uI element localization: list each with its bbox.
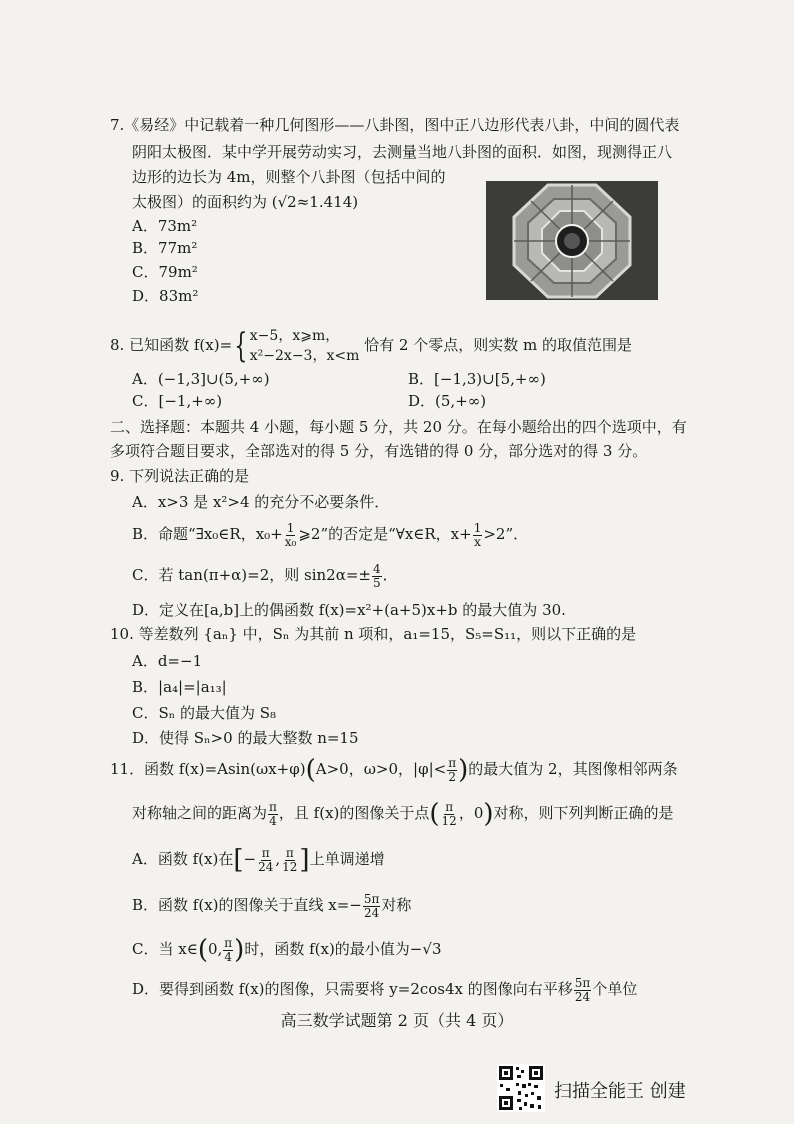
q11-frac-pi2-num: π xyxy=(448,755,457,770)
page-footer: 高三数学试题第 2 页（共 4 页） xyxy=(280,1011,514,1030)
q11-a-part1: A．函数 f(x)在 xyxy=(132,850,234,868)
q8-option-d: D．(5,+∞) xyxy=(408,392,487,410)
q10-option-b: B．|a₄|=|a₁₃| xyxy=(132,678,227,696)
q11-b-frac-num: 5π xyxy=(363,891,380,906)
q10-stem: 10. 等差数列 {aₙ} 中，Sₙ 为其前 n 项和，a₁=15，S₅=S₁₁，则以下正确的是 xyxy=(110,625,637,643)
q11-b-frac-den: 24 xyxy=(364,905,380,920)
q9-b-part2: ⩾2”的否定是“∀x∈R，x+ xyxy=(298,525,472,543)
q7-option-d: D．83m² xyxy=(132,287,199,305)
q11-frac-pi2 xyxy=(447,757,457,784)
q9-option-c xyxy=(132,560,398,590)
q9-b-frac1 xyxy=(284,522,298,549)
q9-b-frac2 xyxy=(473,522,483,549)
q8-option-c: C．[−1,+∞) xyxy=(132,392,223,410)
q11-a-frac2-num: π xyxy=(285,845,294,860)
q11-frac-pi4 xyxy=(268,801,278,828)
scanner-watermark: 扫描全能王 创建 xyxy=(554,1081,686,1102)
q11-s3: 的最大值为 2，其图像相邻两条 xyxy=(468,760,678,778)
q11-t1: 对称轴之间的距离为 xyxy=(132,804,268,822)
q11-c-lparen: ( xyxy=(197,935,208,965)
q11-t4: 对称，则下列判断正确的是 xyxy=(493,804,674,822)
q11-stem-line2 xyxy=(132,796,674,831)
q7-line1: 7.《易经》中记载着一种几何图形——八卦图，图中正八边形代表八卦，中间的圆代表 xyxy=(110,116,680,134)
q8-option-b: B．[−1,3)∪[5,+∞) xyxy=(408,370,546,388)
q11-a-frac1 xyxy=(257,847,274,874)
q11-a-rbracket: ] xyxy=(299,845,310,875)
q9-c-frac-den: 5 xyxy=(372,575,381,590)
q11-frac-pi2-den: 2 xyxy=(448,769,456,784)
q9-option-b xyxy=(132,519,528,549)
q11-lparen: ( xyxy=(305,755,316,785)
q11-b-part2: 对称 xyxy=(381,896,412,914)
q11-d-part1: D．要得到函数 f(x)的图像，只需要将 y=2cos4x 的图像向右平移 xyxy=(132,980,573,998)
q9-stem: 9. 下列说法正确的是 xyxy=(110,467,250,485)
q9-b-part3: >2”． xyxy=(483,525,529,543)
q8-case2: x²−2x−3，x<m xyxy=(249,348,360,364)
q7-option-b: B．77m² xyxy=(132,239,198,257)
q8-stem xyxy=(110,325,632,366)
q11-d-frac-num: 5π xyxy=(574,975,591,990)
bagua-octagon-illustration xyxy=(486,181,658,300)
q11-point-lparen: ( xyxy=(429,799,440,829)
q11-t2: ，且 f(x)的图像关于点 xyxy=(278,804,430,822)
q11-option-c: C．当 x∈(0, $\frac{\pi}{4}$ )时，函数 f(x)的最小值为−√3 xyxy=(132,935,442,965)
section2-line1: 二、选择题：本题共 4 小题，每小题 5 分，共 20 分。在每小题给出的四个选项中，有 xyxy=(110,418,687,436)
q8-brace: { xyxy=(234,326,248,366)
q8-case1: x−5，x⩾m， xyxy=(249,328,340,344)
q10-option-c: C．Sₙ 的最大值为 S₈ xyxy=(132,704,277,722)
q8-piecewise xyxy=(250,326,360,366)
q9-b-frac1-den: x₀ xyxy=(284,534,297,549)
q11-frac-pi4-num: π xyxy=(269,799,277,814)
q11-frac-pi12-den: 12 xyxy=(441,813,457,828)
q7-line3: 边形的边长为 4m，则整个八卦图（包括中间的 xyxy=(132,168,446,186)
q11-s1: 11．函数 f(x)=Asin(ωx+φ) xyxy=(110,760,306,778)
q9-option-a: A．x>3 是 x²>4 的充分不必要条件． xyxy=(132,493,390,511)
q11-option-d xyxy=(132,972,637,1006)
bagua-photo xyxy=(486,181,658,300)
q9-b-part1: B．命题“∃x₀∈R，x₀+ xyxy=(132,525,283,543)
q11-c-part2: 时，函数 f(x)的最小值为−√3 xyxy=(244,940,442,958)
q11-a-part2: 上单调递增 xyxy=(309,850,385,868)
q7-line4: 太极图）的面积约为 (√2≈1.414) xyxy=(132,193,359,211)
q9-option-d: D．定义在[a,b]上的偶函数 f(x)=x²+(a+5)x+b 的最大值为 30. xyxy=(132,601,566,619)
q11-b-part1: B．函数 f(x)的图像关于直线 x=− xyxy=(132,896,362,914)
q10-option-d: D．使得 Sₙ>0 的最大整数 n=15 xyxy=(132,729,359,747)
q11-frac-pi12-num: π xyxy=(445,799,454,814)
q11-d-frac-den: 24 xyxy=(574,989,591,1004)
q11-frac-pi12 xyxy=(441,801,458,828)
q11-stem-line1 xyxy=(110,752,678,787)
q11-c-frac-num: π xyxy=(224,935,233,950)
q11-c-frac xyxy=(223,937,233,964)
q11-a-lbracket: [ xyxy=(233,845,244,875)
q11-option-a: A．函数 f(x)在[− $\frac{\pi}{24}$ , $\frac{\pi}{12}$ ]上单调递增 xyxy=(132,845,385,875)
q11-b-frac xyxy=(363,893,381,920)
q11-frac-pi4-den: 4 xyxy=(269,813,277,828)
q9-c-frac-num: 4 xyxy=(372,561,381,576)
q11-t3: ，0 xyxy=(458,804,484,822)
q11-option-b xyxy=(132,888,411,922)
qr-code-icon xyxy=(497,1064,545,1112)
q11-c-rparen: ) xyxy=(234,935,245,965)
q10-option-a: A．d=−1 xyxy=(132,652,203,670)
q11-c-frac-den: 4 xyxy=(224,949,233,964)
q9-b-frac2-den: x xyxy=(474,534,481,549)
q11-rparen: ) xyxy=(458,755,469,785)
q7-line2: 阴阳太极图．某中学开展劳动实习，去测量当地八卦图的面积．如图，现测得正八 xyxy=(132,143,673,161)
q11-a-frac2 xyxy=(281,847,298,874)
q7-option-a: A．73m² xyxy=(132,217,198,235)
q11-a-frac1-den: 24 xyxy=(258,859,274,874)
q11-point-rparen: ) xyxy=(483,799,494,829)
q11-d-part2: 个单位 xyxy=(592,980,638,998)
q8-prefix: 8. 已知函数 f(x)= xyxy=(110,336,233,354)
q9-b-frac1-num: 1 xyxy=(286,520,295,535)
q8-suffix: 恰有 2 个零点，则实数 m 的取值范围是 xyxy=(364,336,632,354)
q8-option-a: A．(−1,3]∪(5,+∞) xyxy=(132,370,270,388)
q11-a-frac1-num: π xyxy=(261,845,270,860)
q11-a-frac2-den: 12 xyxy=(282,859,298,874)
section2-line2: 多项符合题目要求，全部选对的得 5 分，有选错的得 0 分，部分选对的得 3 分。 xyxy=(110,442,648,460)
q11-s2: A>0，ω>0，|φ|< xyxy=(315,760,447,778)
q11-c-part1: C．当 x∈ xyxy=(132,940,198,958)
q11-d-frac xyxy=(574,977,592,1004)
q7-option-c: C．79m² xyxy=(132,263,198,281)
q9-c-part2: ． xyxy=(382,566,398,584)
q9-b-frac2-num: 1 xyxy=(473,520,482,535)
q9-c-frac xyxy=(372,563,382,590)
q9-c-part1: C．若 tan(π+α)=2，则 sin2α=± xyxy=(132,566,371,584)
